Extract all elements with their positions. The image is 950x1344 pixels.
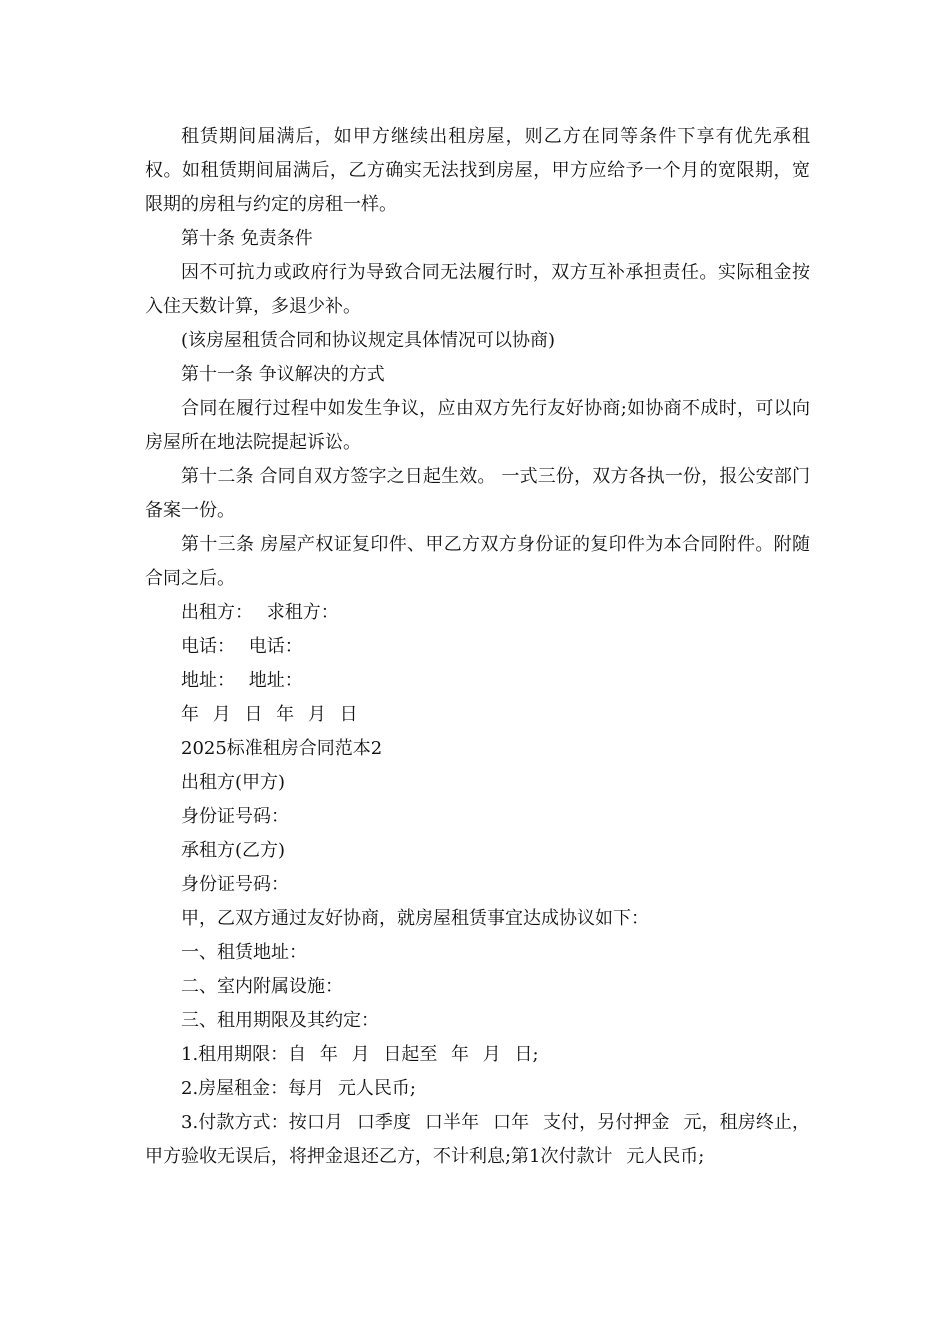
clause-3-1-period: 1.租用期限：自 年 月 日起至 年 月 日; (181, 1044, 539, 1065)
heading-article-11: 第十一条 争议解决的方式 (181, 364, 385, 385)
clause-3-3-payment: 3.付款方式：按口月 口季度 口半年 口年 支付，另付押金 元，租房终止，甲方验收无误后，将押金退还乙方，不计利息;第1次付款计 元人民币; (145, 1112, 810, 1167)
clause-2-facilities: 二、室内附属设施： (181, 976, 343, 997)
signature-address: 地址： 地址： (181, 670, 303, 691)
clause-3-2-rent: 2.房屋租金：每月 元人民币; (181, 1078, 416, 1099)
field-lessor-id: 身份证号码： (181, 806, 289, 827)
document-body (145, 120, 810, 1174)
field-lessee-id: 身份证号码： (181, 874, 289, 895)
clause-3-term: 三、租用期限及其约定： (181, 1010, 379, 1031)
paragraph-dispute: 合同在履行过程中如发生争议，应由双方先行友好协商;如协商不成时，可以向房屋所在地法院提起诉讼。 (145, 398, 810, 453)
signature-phone: 电话： 电话： (181, 636, 303, 657)
paragraph-force-majeure: 因不可抗力或政府行为导致合同无法履行时，双方互补承担责任。实际租金按入住天数计算，多退少补。 (145, 262, 810, 317)
paragraph-negotiation-note: (该房屋租赁合同和协议规定具体情况可以协商) (181, 330, 556, 351)
paragraph-article-12: 第十二条 合同自双方签字之日起生效。 一式三份，双方各执一份，报公安部门备案一份。 (145, 466, 810, 521)
paragraph-lease-expiry: 租赁期间届满后，如甲方继续出租房屋，则乙方在同等条件下享有优先承租权。如租赁期间届满后，乙方确实无法找到房屋，甲方应给予一个月的宽限期，宽限期的房租与约定的房租一样。 (145, 126, 810, 215)
signature-date: 年 月 日 年 月 日 (181, 704, 358, 725)
heading-template-2: 2025标准租房合同范本2 (181, 738, 383, 759)
heading-article-10: 第十条 免责条件 (181, 228, 313, 249)
field-lessor: 出租方(甲方) (181, 772, 286, 793)
field-lessee: 承租方(乙方) (181, 840, 286, 861)
paragraph-agreement-intro: 甲，乙双方通过友好协商，就房屋租赁事宜达成协议如下： (181, 908, 649, 929)
paragraph-article-13: 第十三条 房屋产权证复印件、甲乙方双方身份证的复印件为本合同附件。附随合同之后。 (145, 534, 810, 589)
clause-1-address: 一、租赁地址： (181, 942, 307, 963)
signature-parties: 出租方： 求租方： (181, 602, 339, 623)
